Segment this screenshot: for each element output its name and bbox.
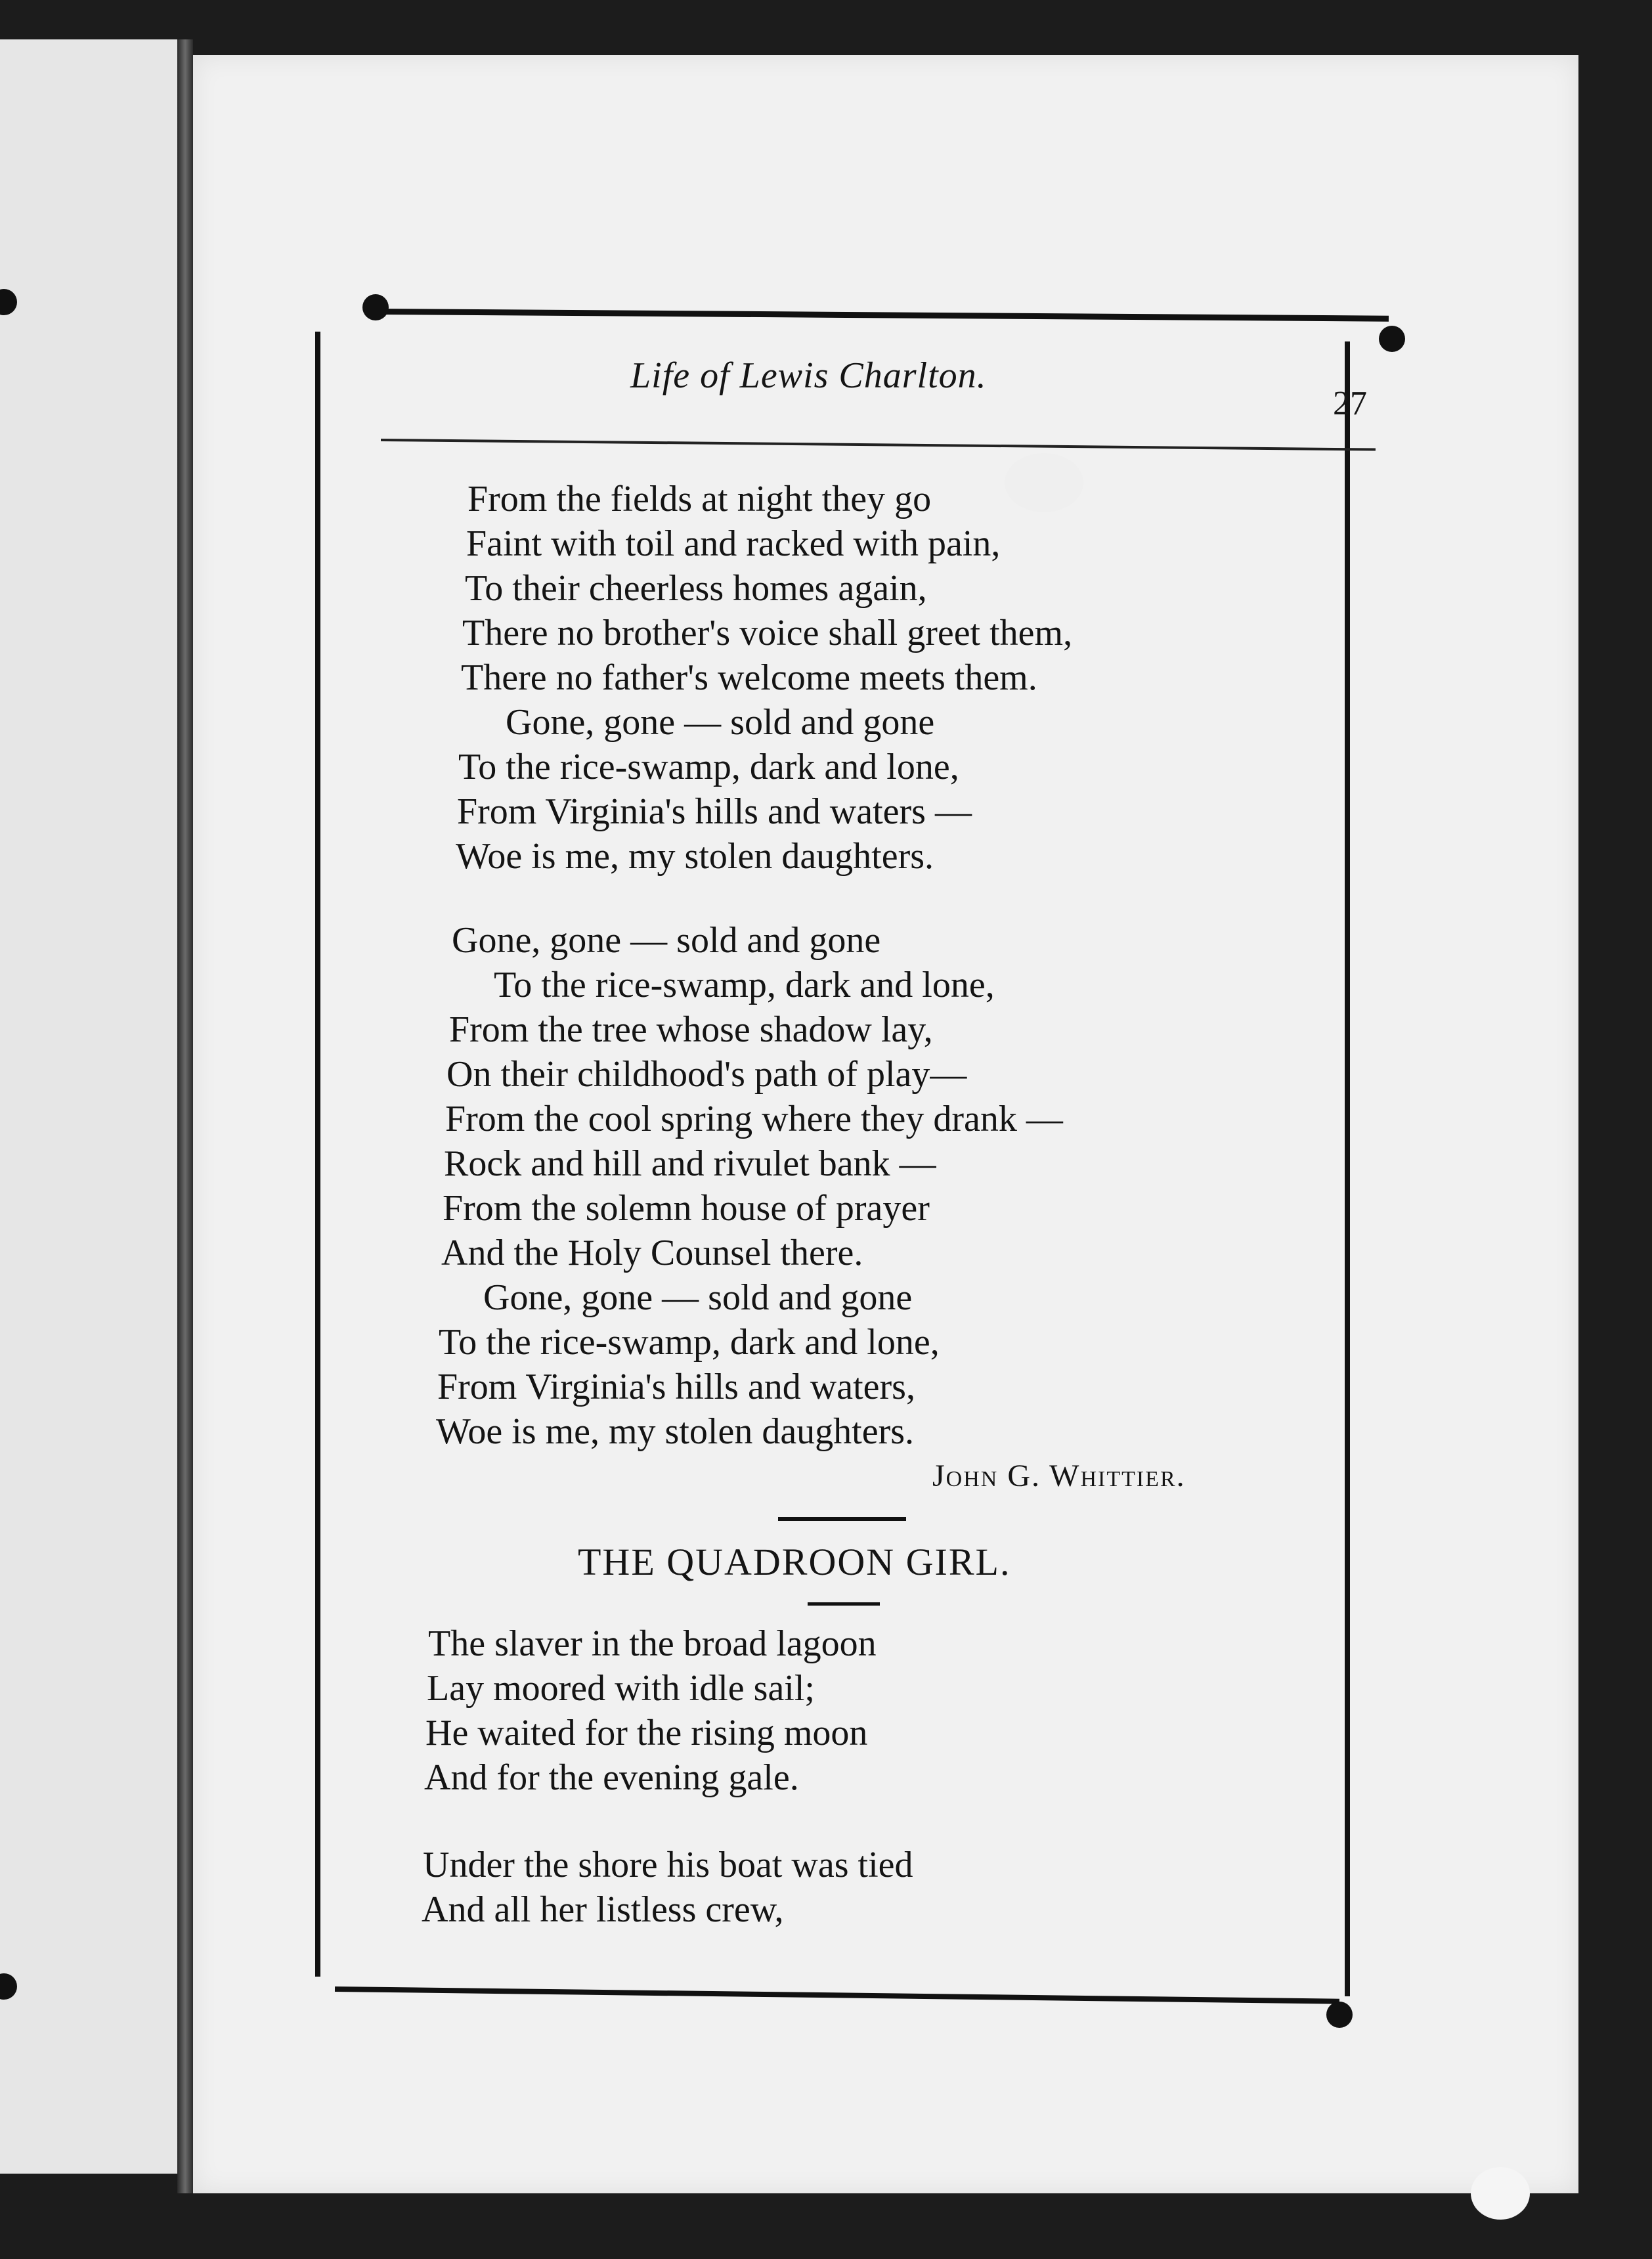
- poem-line: From Virginia's hills and waters —: [457, 791, 972, 832]
- poem-line: Woe is me, my stolen daughters.: [456, 836, 934, 877]
- poem-line: From Virginia's hills and waters,: [437, 1367, 915, 1407]
- frame-right-rule: [1345, 341, 1350, 1996]
- poem-line: And for the evening gale.: [424, 1757, 799, 1798]
- frame-corner-dot: [1326, 2002, 1353, 2028]
- title-rule-bottom: [808, 1602, 880, 1606]
- poem-line: He waited for the rising moon: [425, 1713, 868, 1753]
- frame-left-rule: [315, 332, 320, 1977]
- title-rule-top: [778, 1517, 906, 1521]
- poem-line: From the cool spring where they drank —: [445, 1099, 1063, 1139]
- poem-line: Rock and hill and rivulet bank —: [444, 1143, 936, 1184]
- frame-corner-dot: [1379, 326, 1405, 352]
- page-number: 27: [1333, 385, 1367, 422]
- poem-line: And the Holy Counsel there.: [441, 1233, 863, 1273]
- poem-line: Lay moored with idle sail;: [427, 1668, 815, 1709]
- poem-line: Woe is me, my stolen daughters.: [436, 1411, 915, 1452]
- poem-line: From the solemn house of prayer: [443, 1188, 930, 1229]
- poem-line: Gone, gone — sold and gone: [506, 702, 935, 743]
- frame-corner-dot: [362, 294, 389, 320]
- poem-line: Gone, gone — sold and gone: [452, 920, 881, 961]
- poem-line: Under the shore his boat was tied: [423, 1845, 913, 1885]
- paper-blemish: [1471, 2167, 1530, 2220]
- book-spine: [177, 39, 193, 2193]
- poem-line: On their childhood's path of play—: [446, 1054, 967, 1095]
- poem-line: To their cheerless homes again,: [465, 568, 927, 609]
- left-page-corner-dot: [0, 289, 17, 315]
- poem-line: There no brother's voice shall greet them,: [462, 613, 1073, 653]
- poem-line: And all her listless crew,: [422, 1889, 784, 1930]
- poem-line: There no father's welcome meets them.: [461, 657, 1037, 698]
- paper-blemish: [1005, 453, 1083, 512]
- poem-line: To the rice-swamp, dark and lone,: [458, 747, 959, 787]
- poem-line: To the rice-swamp, dark and lone,: [494, 965, 995, 1005]
- poem-author: John G. Whittier.: [932, 1458, 1186, 1493]
- left-page-corner-dot: [0, 1973, 17, 2000]
- poem-line: Gone, gone — sold and gone: [483, 1277, 913, 1318]
- poem-line: Faint with toil and racked with pain,: [466, 523, 1001, 564]
- poem-line: The slaver in the broad lagoon: [428, 1623, 877, 1664]
- poem-line: From the tree whose shadow lay,: [449, 1009, 933, 1050]
- left-page: [0, 39, 193, 2174]
- poem-title: THE QUADROON GIRL.: [578, 1541, 1011, 1583]
- running-head: Life of Lewis Charlton.: [630, 355, 987, 396]
- poem-line: To the rice-swamp, dark and lone,: [439, 1322, 940, 1363]
- poem-line: From the fields at night they go: [467, 479, 932, 519]
